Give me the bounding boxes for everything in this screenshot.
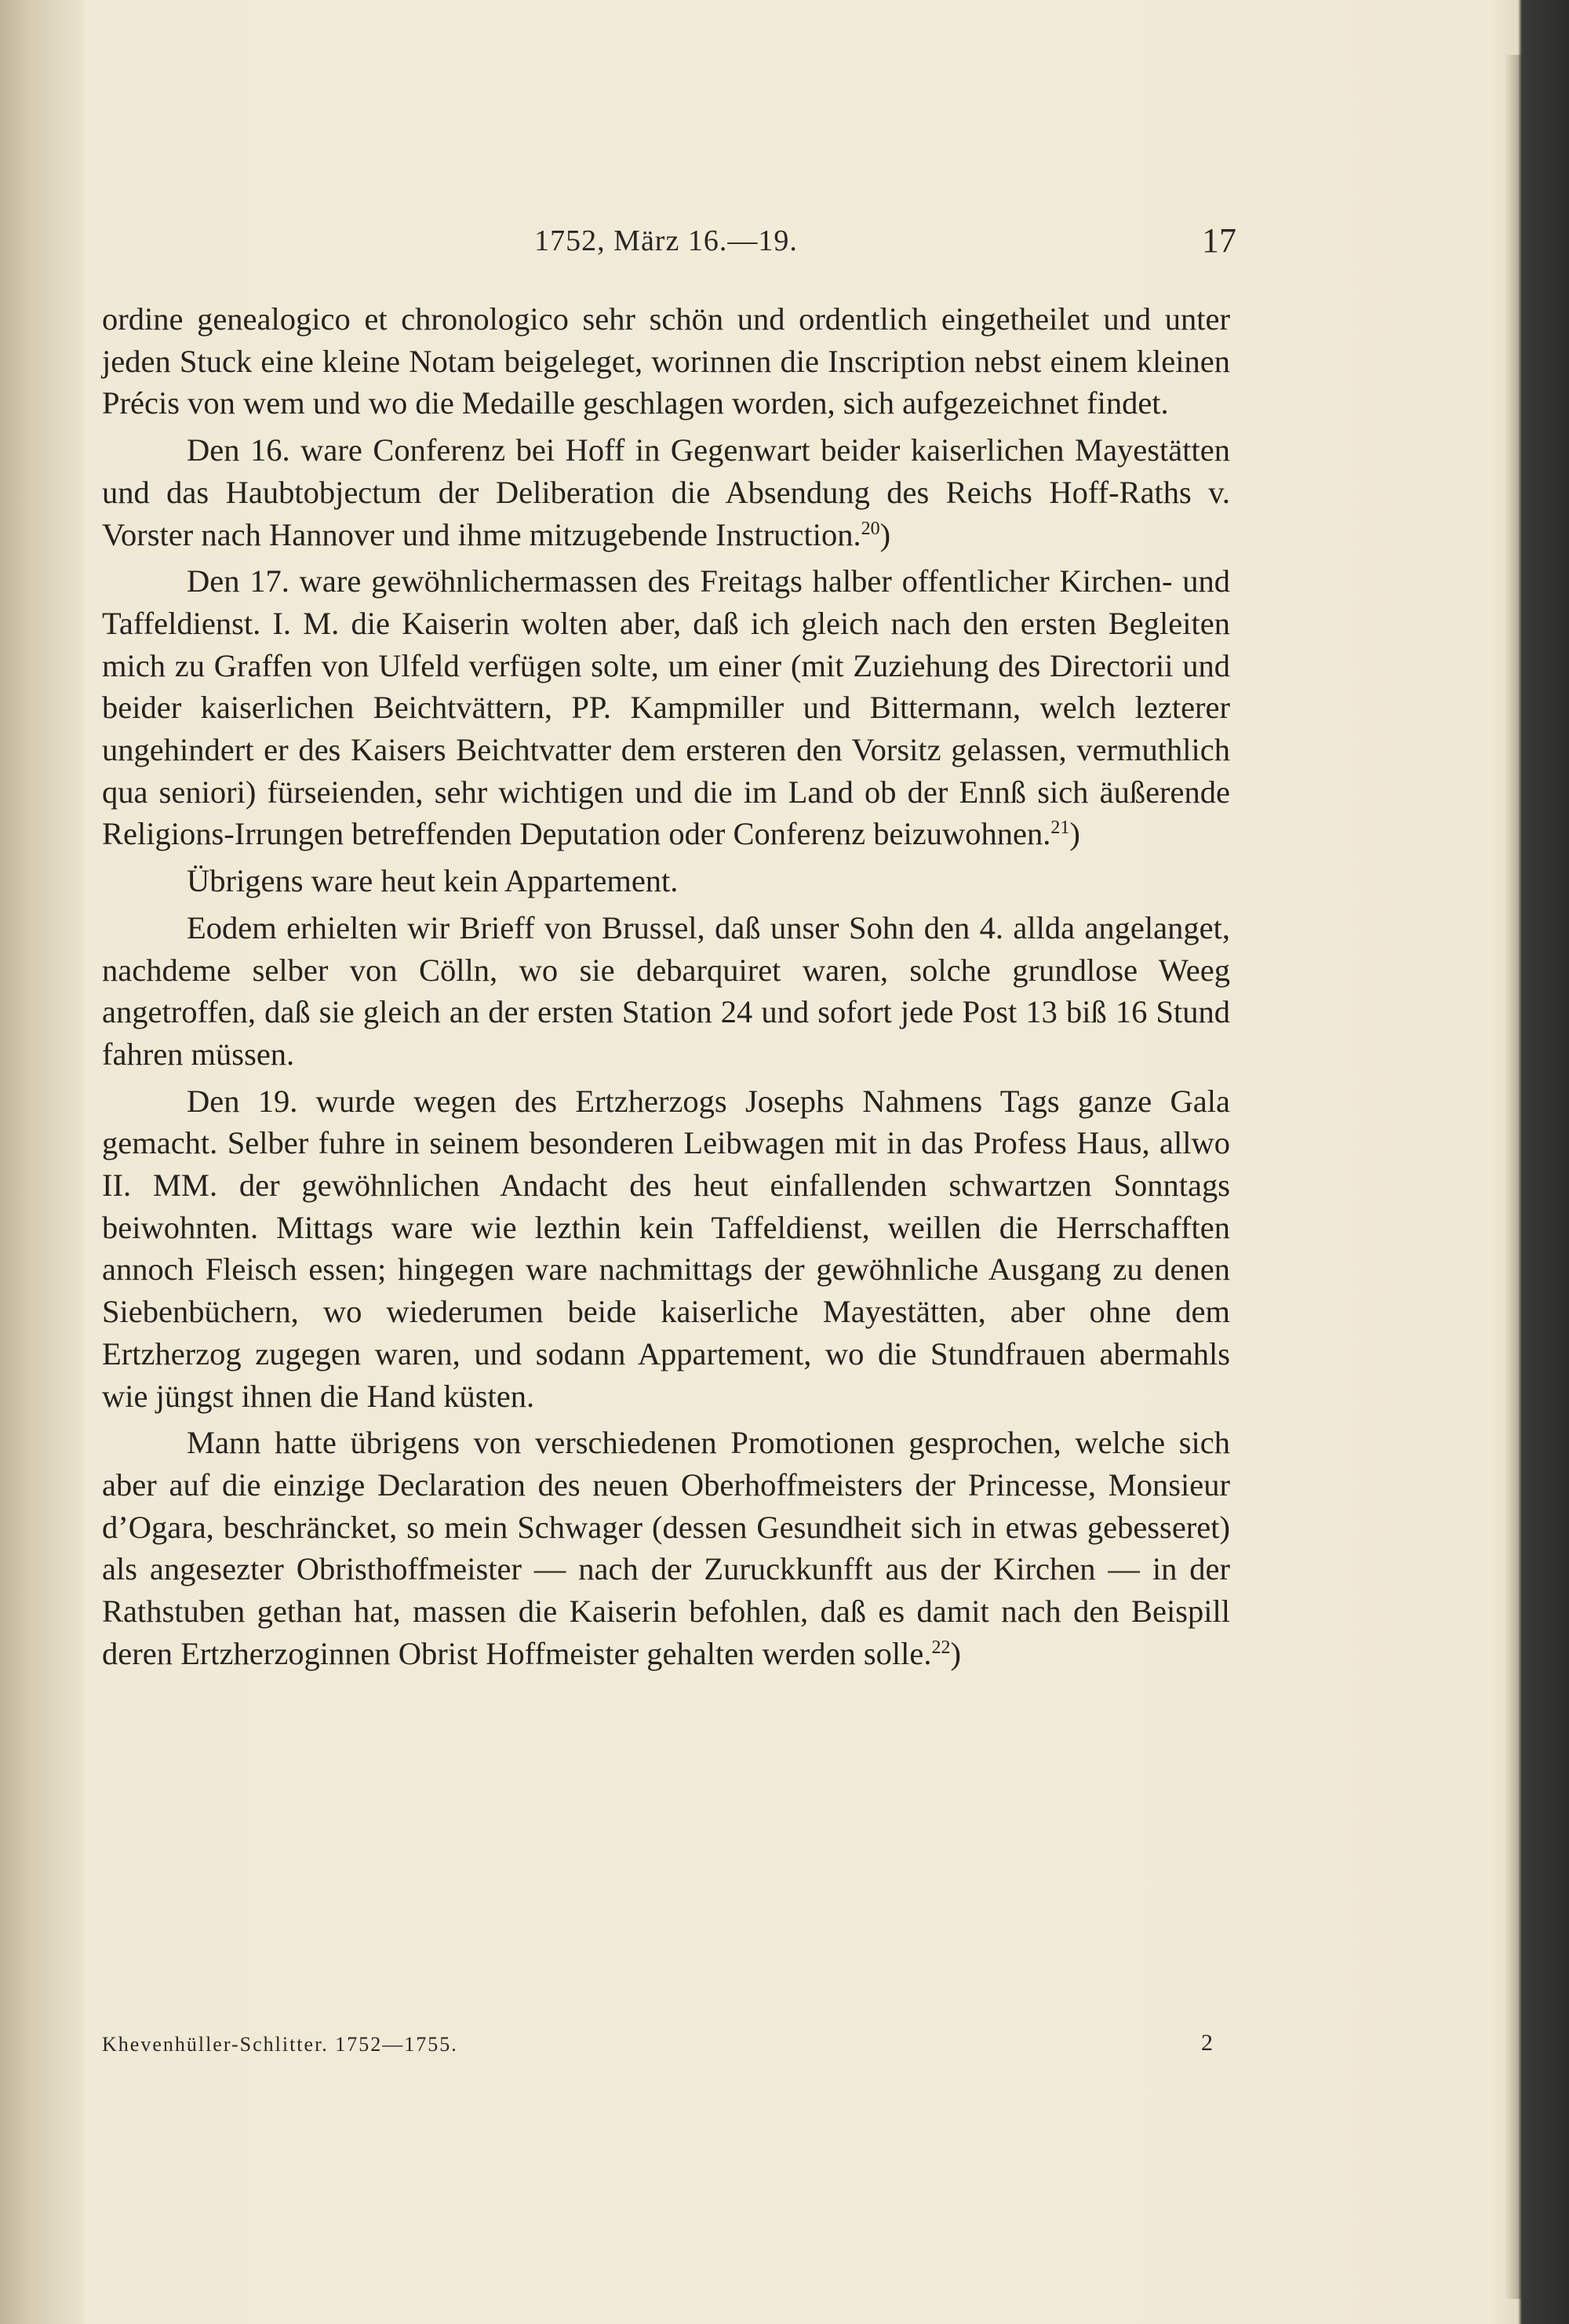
sheet-number: 2 — [1201, 2030, 1214, 2056]
paragraph-text: Den 17. ware gewöhnlichermassen des Freitags halber offentlicher Kirchen- und Taffeldienst. I. M. die Kaiserin wolten aber, daß ich gleich nach den ersten Begleiten mich zu Graffen von Ulfeld verfügen solte, um einer (mit Zuziehung des Directorii und beider kaiserlichen Beichtvättern, PP. Kampmiller und Bittermann, welch lezterer ungehindert er des Kaisers Beichtvatter dem ersteren den Vorsitz gelassen, vermuthlich qua seniori) fürseienden, sehr wichtigen und die im Land ob der Ennß sich äußerende Religions-Irrungen betreffenden Deputation oder Conferenz beizuwohnen. — [102, 563, 1230, 852]
paragraph-7 — [102, 1422, 1230, 1674]
paragraph-3 — [102, 560, 1230, 855]
paragraph-text: Den 16. ware Conferenz bei Hoff in Gegenwart beider kaiserlichen Mayestätten und das Haubtobjectum der Deliberation die Absendung des Reichs Hoff-Raths v. Vorster nach Hannover und ihme mitzugebende Instruction. — [102, 432, 1230, 552]
paragraph-text: ordine genealogico et chronologico sehr schön und ordentlich eingetheilet und unter jeden Stuck eine kleine Notam beigeleget, worinnen die Inscription nebst einem kleinen Précis von wem und wo die Medaille geschlagen worden, sich aufgezeichnet findet. — [102, 301, 1230, 421]
paragraph-text: Den 19. wurde wegen des Ertzherzogs Josephs Nahmens Tags ganze Gala gemacht. Selber fuhre in seinem besonderen Leibwagen mit in das Profess Haus, allwo II. MM. der gewöhnlichen Andacht des heut einfallenden schwartzen Sonntags beiwohnten. Mittags ware wie lezthin kein Taffeldienst, weillen die Herrschafften annoch Fleisch essen; hingegen ware nachmittags der gewöhnliche Ausgang zu denen Siebenbüchern, wo wiederumen beide kaiserliche Mayestätten, aber ohne dem Ertzherzog zugegen waren, und sodann Appartement, wo die Stundfrauen abermahls wie jüngst ihnen die Hand küsten. — [102, 1083, 1230, 1414]
paragraph-5 — [102, 907, 1230, 1076]
paragraph-1 — [102, 298, 1230, 424]
paragraph-6 — [102, 1080, 1230, 1418]
printer-signature: Khevenhüller-Schlitter. 1752—1755. — [102, 2033, 458, 2056]
book-spine-shadow — [0, 0, 86, 2324]
paragraph-text: Übrigens ware heut kein Appartement. — [187, 863, 679, 899]
body-text — [102, 298, 1230, 1675]
footnote-close-paren: ) — [950, 1635, 961, 1671]
running-title: 1752, März 16.—19. — [534, 224, 798, 257]
footnote-ref-22: 22 — [931, 1637, 951, 1658]
paragraph-2 — [102, 429, 1230, 556]
page-number: 17 — [1202, 221, 1236, 260]
footnote-close-paren: ) — [879, 516, 891, 552]
paragraph-text: Mann hatte übrigens von verschiedenen Promotionen gesprochen, welche sich aber auf die einzige Declaration des neuen Oberhoffmeisters der Princesse, Monsieur d’Ogara, beschräncket, so mein Schwager (dessen Gesundheit sich in etwas gebesseret) als angesezter Obristhoffmeister — nach der Zuruckkunfft aus der Kirchen — in der Rathstuben gethan hat, massen die Kaiserin befohlen, daß es damit nach den Beispill deren Ertzherzoginnen Obrist Hoffmeister gehalten werden solle. — [102, 1425, 1230, 1671]
running-head — [102, 221, 1236, 271]
paragraph-4 — [102, 860, 1230, 902]
footnote-close-paren: ) — [1069, 816, 1080, 852]
footnote-ref-20: 20 — [861, 518, 880, 539]
paragraph-text: Eodem erhielten wir Brieff von Brussel, daß unser Sohn den 4. allda angelanget, nachdeme selber von Cölln, wo sie debarquiret waren, solche grundlose Weeg angetroffen, daß sie gleich an der ersten Station 24 und sofort jede Post 13 biß 16 Stund fahren müssen. — [102, 909, 1230, 1072]
footnote-ref-21: 21 — [1050, 818, 1070, 839]
page-edge-shadow — [1505, 55, 1522, 2299]
